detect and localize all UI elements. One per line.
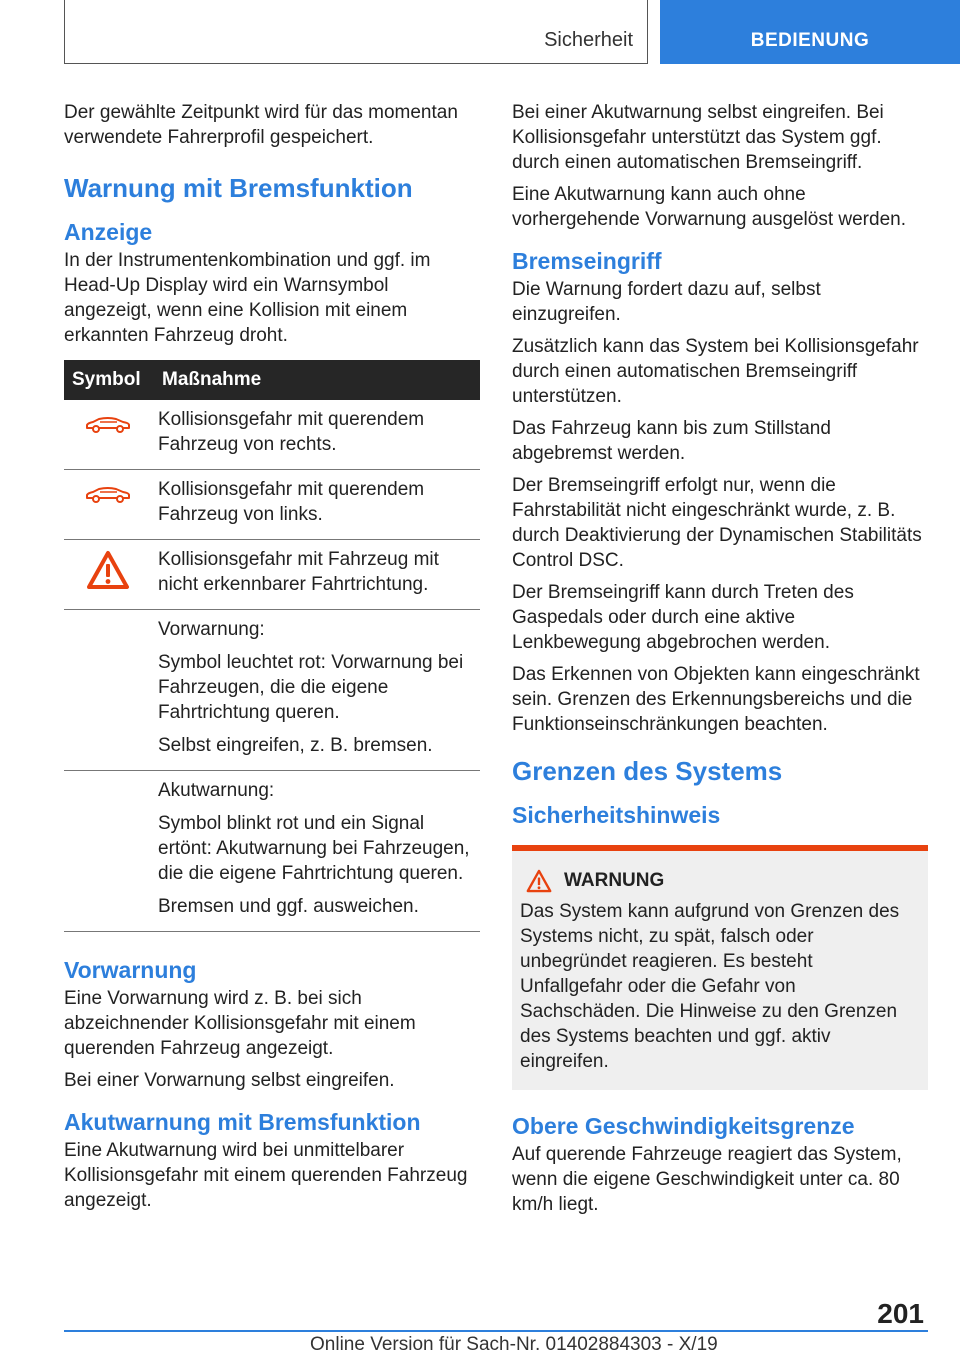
vorwarnung-paragraph-1: Eine Vorwarnung wird z. B. bei sich abzeichnender Kollisionsgefahr mit einem querenden Fahrzeug angezeigt.	[64, 988, 416, 1059]
warning-text: Das System kann aufgrund von Grenzen des Systems nicht, zu spät, falsch oder unbegründet reagieren. Es besteht Unfallgefahr oder die Gefahr von Sachschäden. Die Hinweise zu den Grenzen des Systems beachten und ggf. aktiv eingreifen.	[520, 901, 900, 1072]
warning-box	[512, 845, 928, 1090]
table-cell-text: Kollisionsgefahr mit Fahrzeug mit nicht erkennbarer Fahrtrichtung.	[158, 549, 439, 595]
bremseingriff-paragraph-2: Zusätzlich kann das System bei Kollisionsgefahr durch einen automatischen Bremseingriff unterstützen.	[512, 336, 919, 407]
bremseingriff-paragraph-6: Das Erkennen von Objekten kann eingeschränkt sein. Grenzen des Erkennungsbereichs und die Funktionseinschränkungen beachten.	[512, 664, 920, 735]
warning-title: WARNUNG	[564, 870, 665, 891]
table-header-symbol: Symbol	[64, 360, 152, 400]
heading-bremseingriff: Bremseingriff	[512, 248, 662, 274]
bremseingriff-paragraph-5: Der Bremseingriff kann durch Treten des Gaspedals oder durch eine aktive Lenkbewegung abgebrochen werden.	[512, 582, 854, 653]
table-cell-text: Vorwarnung:	[158, 619, 265, 640]
table-row	[64, 610, 480, 771]
table-cell-text: Symbol blinkt rot und ein Signal ertönt: Akutwarnung bei Fahrzeugen, die die eigene Fahrtrichtung queren.	[158, 813, 470, 884]
heading-sicherheitshinweis: Sicherheitshinweis	[512, 802, 721, 828]
table-cell-text: Symbol leuchtet rot: Vorwarnung bei Fahrzeugen, die die eigene Fahrtrichtung queren.	[158, 652, 464, 723]
table-cell-text: Selbst eingreifen, z. B. bremsen.	[158, 735, 433, 756]
bremseingriff-paragraph-3: Das Fahrzeug kann bis zum Stillstand abgebremst werden.	[512, 418, 831, 464]
table-row	[64, 540, 480, 610]
intro-paragraph: Der gewählte Zeitpunkt wird für das momentan verwendete Fahrerprofil gespeichert.	[64, 102, 458, 148]
warning-triangle-icon	[526, 869, 552, 893]
header-chapter-title: BEDIENUNG	[750, 30, 870, 51]
warning-header	[520, 869, 920, 893]
table-header-row	[64, 360, 480, 400]
akutwarnung-paragraph: Eine Akutwarnung wird bei unmittelbarer Kollisionsgefahr mit einem querenden Fahrzeug angezeigt.	[64, 1140, 468, 1211]
left-column	[64, 100, 480, 1220]
table-cell-text: Kollisionsgefahr mit querendem Fahrzeug von links.	[158, 479, 425, 525]
page-number: 201	[877, 1298, 924, 1329]
car-front-icon	[84, 486, 132, 504]
table-cell-icon	[64, 470, 152, 540]
table-cell-text: Bremsen und ggf. ausweichen.	[158, 896, 419, 917]
heading-grenzen-des-systems: Grenzen des Systems	[512, 756, 783, 786]
table-cell-text: Kollisionsgefahr mit querendem Fahrzeug von rechts.	[158, 409, 425, 455]
bremseingriff-paragraph-1: Die Warnung fordert dazu auf, selbst einzugreifen.	[512, 279, 821, 325]
table-row	[64, 470, 480, 540]
heading-vorwarnung: Vorwarnung	[64, 957, 197, 983]
warning-triangle-icon	[86, 550, 130, 590]
footer-online-version: Online Version für Sach-Nr. 01402884303 - X/19	[310, 1334, 718, 1355]
akut-paragraph-2: Eine Akutwarnung kann auch ohne vorhergehende Vorwarnung ausgelöst werden.	[512, 184, 906, 230]
heading-obere-geschwindigkeitsgrenze: Obere Geschwindigkeitsgrenze	[512, 1113, 855, 1139]
right-column	[512, 100, 928, 1224]
header-section-title: Sicherheit	[544, 29, 633, 51]
heading-warnung-mit-bremsfunktion: Warnung mit Bremsfunktion	[64, 173, 413, 203]
symbol-table	[64, 360, 480, 932]
heading-anzeige: Anzeige	[64, 219, 153, 245]
obere-paragraph: Auf querende Fahrzeuge reagiert das System, wenn die eigene Geschwindigkeit unter ca. 80 km/h liegt.	[512, 1144, 902, 1215]
bremseingriff-paragraph-4: Der Bremseingriff erfolgt nur, wenn die Fahrstabilität nicht eingeschränkt wurde, z. B. durch Deaktivierung der Dynamischen Stabilitäts Control DSC.	[512, 475, 922, 571]
akut-paragraph-1: Bei einer Akutwarnung selbst eingreifen. Bei Kollisionsgefahr unterstützt das System ggf. durch einen automatischen Bremseingriff.	[512, 102, 884, 173]
table-row	[64, 771, 480, 932]
header-section-box	[64, 0, 648, 64]
table-cell-text: Akutwarnung:	[158, 780, 275, 801]
header-chapter-tab[interactable]	[660, 0, 960, 64]
footer-divider	[64, 1330, 928, 1332]
table-cell-icon	[64, 540, 152, 610]
table-cell-icon	[64, 400, 152, 470]
heading-akutwarnung: Akutwarnung mit Bremsfunktion	[64, 1109, 421, 1135]
table-header-massnahme: Maßnahme	[152, 360, 480, 400]
table-row	[64, 400, 480, 470]
vorwarnung-paragraph-2: Bei einer Vorwarnung selbst eingreifen.	[64, 1070, 395, 1091]
anzeige-paragraph: In der Instrumentenkombination und ggf. im Head-Up Display wird ein Warnsymbol angezeigt, wenn eine Kollision mit einem erkannten Fahrzeug droht.	[64, 250, 431, 346]
car-front-icon	[84, 416, 132, 434]
